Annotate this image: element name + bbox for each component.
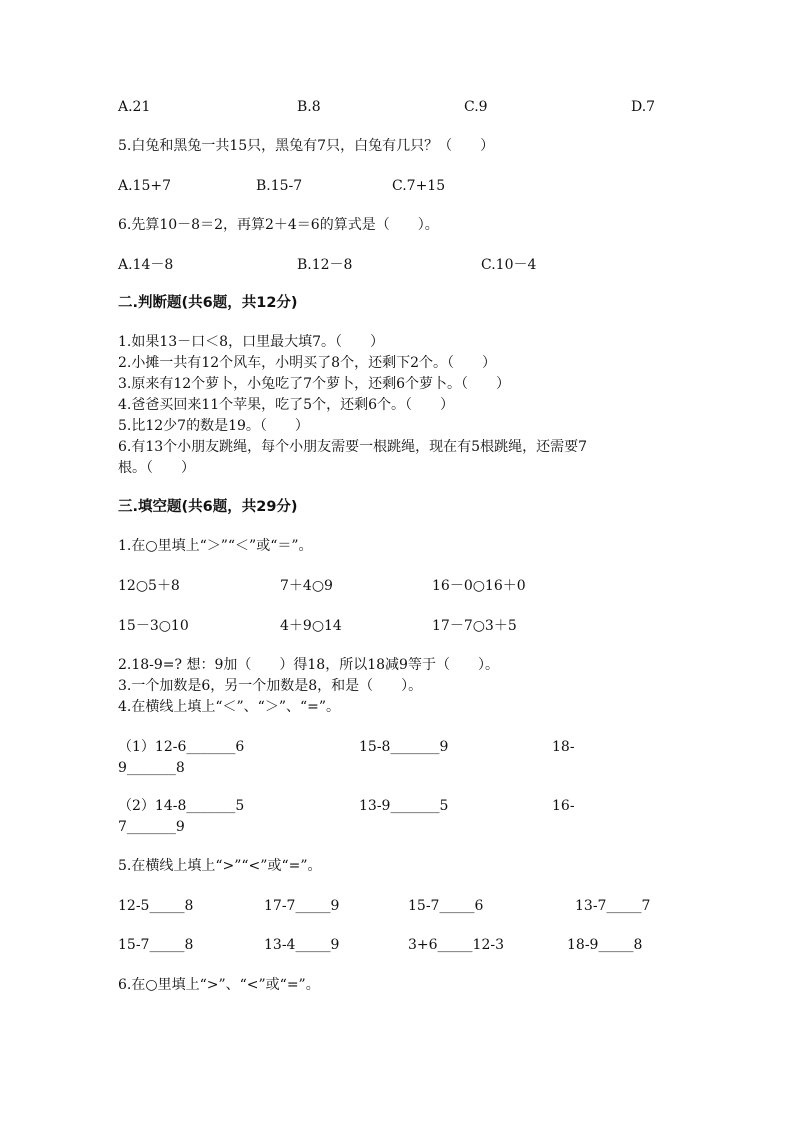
fill-q4-expr: （2）14-8_______5 xyxy=(118,798,245,814)
judge-item-4: 4.爸爸买回来11个苹果，吃了5个，还剩6个。（ ） xyxy=(118,397,454,413)
fill-q5-expr: 3+6_____12-3 xyxy=(408,937,504,953)
fill-q6-stem: 6.在○里填上“>”、“<”或“=”。 xyxy=(118,977,320,993)
fill-q5-expr: 12-5_____8 xyxy=(118,898,194,914)
fill-q1-expr: 4＋9○14 xyxy=(280,618,342,634)
fill-q1-expr: 16－0○16＋0 xyxy=(432,578,526,594)
fill-q1-expr: 12○5＋8 xyxy=(118,578,180,594)
fill-q5-stem: 5.在横线上填上“>”“<”或“=”。 xyxy=(118,858,322,874)
fill-q1-stem: 1.在○里填上“＞”“＜”或“＝”。 xyxy=(118,538,313,554)
q4-option-d: D.7 xyxy=(631,99,656,115)
q4-option-c: C.9 xyxy=(464,99,488,115)
fill-q4-expr: 16- xyxy=(552,798,575,814)
fill-q4-expr: 18- xyxy=(552,739,575,755)
q4-option-b: B.8 xyxy=(297,99,321,115)
fill-q4-expr-wrap: 9_______8 xyxy=(118,760,185,776)
q4-option-a: A.21 xyxy=(118,99,151,115)
q5-stem: 5.白兔和黑兔一共15只，黑兔有7只，白兔有几只？（ ） xyxy=(118,138,495,154)
fill-q5-expr: 17-7_____9 xyxy=(264,898,340,914)
fill-q5-expr: 13-7_____7 xyxy=(575,898,651,914)
fill-q5-expr: 18-9_____8 xyxy=(567,937,643,953)
q6-stem: 6.先算10－8＝2，再算2＋4＝6的算式是（ ）。 xyxy=(118,217,439,233)
judge-item-6: 6.有13个小朋友跳绳，每个小朋友需要一根跳绳，现在有5根跳绳，还需要7 xyxy=(118,439,587,455)
q5-option-b: B.15-7 xyxy=(256,178,303,194)
judge-item-6-wrap: 根。（ ） xyxy=(118,460,195,476)
section-3-title: 三.填空题(共6题，共29分) xyxy=(118,499,298,515)
fill-q1-expr: 17－7○3＋5 xyxy=(432,618,517,634)
fill-q3: 3.一个加数是6，另一个加数是8，和是（ ）。 xyxy=(118,678,423,694)
judge-item-2: 2.小摊一共有12个风车，小明买了8个，还剩下2个。（ ） xyxy=(118,355,496,371)
section-2-title: 二.判断题(共6题，共12分) xyxy=(118,295,298,311)
q6-option-b: B.12－8 xyxy=(297,257,353,273)
fill-q4-expr: （1）12-6_______6 xyxy=(118,739,245,755)
judge-item-1: 1.如果13－口＜8，口里最大填7。（ ） xyxy=(118,334,384,350)
fill-q4-expr: 15-8_______9 xyxy=(359,739,449,755)
q6-option-c: C.10－4 xyxy=(481,257,537,273)
fill-q1-expr: 7＋4○9 xyxy=(280,578,333,594)
fill-q2: 2.18-9=? 想：9加（ ）得18，所以18减9等于（ ）。 xyxy=(118,657,499,673)
judge-item-5: 5.比12少7的数是19。（ ） xyxy=(118,418,309,434)
fill-q5-expr: 15-7_____8 xyxy=(118,937,194,953)
fill-q5-expr: 13-4_____9 xyxy=(264,937,340,953)
q5-option-a: A.15+7 xyxy=(118,178,172,194)
fill-q4-expr: 13-9_______5 xyxy=(359,798,449,814)
fill-q1-expr: 15－3○10 xyxy=(118,618,189,634)
q6-option-a: A.14－8 xyxy=(118,257,174,273)
fill-q4-expr-wrap: 7_______9 xyxy=(118,819,185,835)
fill-q4-stem: 4.在横线上填上“＜”、“＞”、“=”。 xyxy=(118,699,341,715)
q5-option-c: C.7+15 xyxy=(392,178,446,194)
fill-q5-expr: 15-7_____6 xyxy=(408,898,484,914)
judge-item-3: 3.原来有12个萝卜，小兔吃了7个萝卜，还剩6个萝卜。（ ） xyxy=(118,376,510,392)
